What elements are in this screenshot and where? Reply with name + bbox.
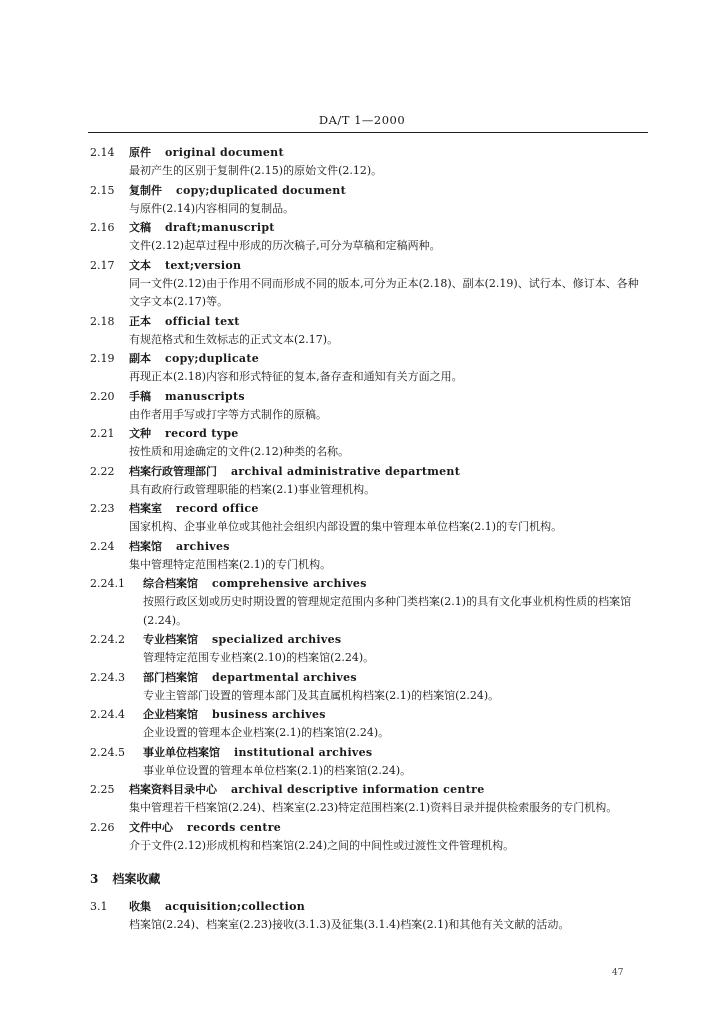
term-english: institutional archives [234, 745, 373, 759]
term-english: departmental archives [212, 670, 357, 684]
term-entry [0, 743, 724, 781]
term-number: 2.24.3 [90, 670, 125, 684]
term-heading [129, 256, 241, 275]
term-number: 2.14 [90, 146, 115, 159]
term-english: official text [165, 314, 240, 328]
term-entry [0, 574, 724, 630]
term-entry [0, 424, 724, 462]
term-number: 2.20 [90, 389, 115, 403]
term-heading [129, 218, 275, 237]
term-chinese: 档案馆 [129, 539, 162, 553]
term-english: copy;duplicate [165, 352, 260, 365]
term-chinese: 收集 [129, 900, 151, 913]
running-header: DA/T 1—2000 [318, 113, 406, 127]
term-chinese: 副本 [129, 352, 151, 365]
term-line [0, 499, 724, 518]
term-line [0, 818, 724, 837]
term-english: manuscripts [165, 389, 245, 403]
term-chinese: 档案室 [129, 502, 162, 515]
term-english: comprehensive archives [212, 577, 367, 590]
term-definition: 同一文件(2.12)由于作用不同而形成不同的版本,可分为正本(2.18)、副本(2.19)、试行本、修订本、各种文字文本(2.17)等。 [129, 276, 639, 308]
term-chinese: 原件 [129, 146, 151, 159]
term-heading [129, 499, 259, 518]
term-line [0, 705, 724, 724]
section-title: 档案收藏 [112, 872, 161, 886]
term-english: specialized archives [212, 633, 342, 646]
term-chinese: 部门档案馆 [143, 670, 198, 684]
term-number: 2.24 [90, 539, 115, 553]
term-line [0, 630, 724, 649]
term-definition: 国家机构、企事业单位或其他社会组织内部设置的集中管理本单位档案(2.1)的专门机构。 [129, 520, 563, 533]
term-number: 2.16 [90, 221, 115, 234]
term-number: 3.1 [90, 900, 108, 913]
term-definition: 档案馆(2.24)、档案室(2.23)接收(3.1.3)及征集(3.1.4)档案(2.1)和其他有关文献的活动。 [129, 918, 570, 931]
term-definition: 集中管理若干档案馆(2.24)、档案室(2.23)特定范围档案(2.1)资料目录并提供检索服务的专门机构。 [129, 801, 618, 814]
term-line [0, 743, 724, 762]
term-line [0, 312, 724, 331]
term-heading [129, 818, 281, 837]
term-list-2 [0, 897, 724, 935]
term-line [0, 349, 724, 368]
term-chinese: 企业档案馆 [143, 708, 198, 721]
term-definition: 具有政府行政管理职能的档案(2.1)事业管理机构。 [129, 482, 376, 496]
term-english: original document [165, 146, 284, 159]
term-entry [0, 256, 724, 312]
term-heading [143, 743, 372, 762]
term-list [0, 143, 724, 855]
term-english: business archives [212, 708, 326, 721]
term-heading [129, 897, 305, 916]
term-chinese: 档案资料目录中心 [129, 783, 217, 796]
term-entry [0, 818, 724, 856]
term-heading [143, 705, 326, 724]
term-chinese: 正本 [129, 314, 151, 328]
term-entry [0, 537, 724, 575]
header-rule [88, 132, 648, 133]
term-number: 2.25 [90, 783, 115, 796]
term-definition: 再现正本(2.18)内容和形式特征的复本,备存查和通知有关方面之用。 [129, 370, 463, 383]
term-chinese: 事业单位档案馆 [143, 745, 220, 759]
term-chinese: 综合档案馆 [143, 577, 198, 590]
term-line [0, 256, 724, 275]
term-line [0, 574, 724, 593]
term-line [0, 537, 724, 556]
term-english: record office [176, 502, 259, 515]
term-english: archives [176, 539, 230, 553]
term-heading [129, 349, 259, 368]
term-number: 2.24.5 [90, 745, 125, 759]
term-line [0, 143, 724, 162]
term-entry [0, 181, 724, 219]
term-english: record type [165, 427, 239, 440]
term-line [0, 424, 724, 443]
term-heading [143, 630, 341, 649]
term-english: acquisition;collection [165, 900, 306, 913]
term-entry [0, 705, 724, 743]
term-entry [0, 499, 724, 537]
term-definition: 事业单位设置的管理本单位档案(2.1)的档案馆(2.24)。 [143, 763, 412, 777]
term-english: text;version [165, 258, 242, 272]
term-definition: 由作者用手写或打字等方式制作的原稿。 [129, 407, 327, 421]
term-heading [143, 668, 357, 687]
term-definition: 集中管理特定范围档案(2.1)的专门机构。 [129, 557, 332, 571]
term-heading [129, 312, 240, 331]
term-number: 2.19 [90, 352, 115, 365]
term-definition: 最初产生的区别于复制件(2.15)的原始文件(2.12)。 [129, 164, 383, 177]
term-entry [0, 387, 724, 425]
term-number: 2.24.2 [90, 633, 125, 646]
term-definition: 企业设置的管理本企业档案(2.1)的档案馆(2.24)。 [143, 726, 390, 739]
term-entry [0, 349, 724, 387]
term-line [0, 462, 724, 481]
term-number: 2.22 [90, 464, 115, 478]
term-entry [0, 218, 724, 256]
term-entry [0, 462, 724, 500]
term-heading [129, 462, 460, 481]
term-heading [129, 424, 239, 443]
term-number: 2.21 [90, 427, 115, 440]
term-heading [129, 387, 245, 406]
term-definition: 介于文件(2.12)形成机构和档案馆(2.24)之间的中间性或过渡性文件管理机构。 [129, 838, 515, 852]
term-chinese: 复制件 [129, 183, 162, 197]
term-line [0, 780, 724, 799]
term-line [0, 218, 724, 237]
term-definition: 按照行政区划或历史时期设置的管理规定范围内多种门类档案(2.1)的具有文化事业机构性质的档案馆(2.24)。 [143, 595, 632, 627]
term-chinese: 文本 [129, 258, 151, 272]
term-number: 2.18 [90, 314, 115, 328]
term-entry [0, 143, 724, 181]
term-definition: 按性质和用途确定的文件(2.12)种类的名称。 [129, 445, 350, 458]
term-english: archival descriptive information centre [231, 783, 485, 796]
term-entry [0, 780, 724, 818]
document-body [0, 143, 724, 935]
section-heading [0, 861, 724, 897]
term-english: records centre [187, 820, 282, 834]
term-definition: 与原件(2.14)内容相同的复制品。 [129, 201, 295, 215]
term-definition: 专业主管部门设置的管理本部门及其直属机构档案(2.1)的档案馆(2.24)。 [143, 688, 500, 702]
term-english: draft;manuscript [165, 221, 275, 234]
term-number: 2.26 [90, 820, 115, 834]
term-chinese: 手稿 [129, 389, 151, 403]
term-number: 2.17 [90, 258, 115, 272]
term-heading [129, 143, 284, 162]
term-line [0, 181, 724, 200]
term-number: 2.24.4 [90, 708, 125, 721]
term-definition: 管理特定范围专业档案(2.10)的档案馆(2.24)。 [143, 651, 375, 664]
term-chinese: 专业档案馆 [143, 633, 198, 646]
section-number: 3 [90, 872, 99, 886]
term-entry [0, 312, 724, 350]
term-english: archival administrative department [231, 464, 461, 478]
term-heading [129, 780, 485, 799]
term-heading [129, 537, 230, 556]
term-entry [0, 668, 724, 706]
term-line [0, 897, 724, 916]
term-entry [0, 897, 724, 935]
term-line [0, 387, 724, 406]
term-line [0, 668, 724, 687]
term-chinese: 文件中心 [129, 820, 173, 834]
term-number: 2.24.1 [90, 577, 125, 590]
term-number: 2.15 [90, 183, 115, 197]
term-chinese: 文稿 [129, 221, 151, 234]
term-heading [129, 181, 346, 200]
term-chinese: 文种 [129, 427, 151, 440]
term-english: copy;duplicated document [176, 183, 346, 197]
term-definition: 有规范格式和生效标志的正式文本(2.17)。 [129, 332, 339, 346]
term-chinese: 档案行政管理部门 [129, 464, 217, 478]
term-heading [143, 574, 367, 593]
term-entry [0, 630, 724, 668]
term-number: 2.23 [90, 502, 115, 515]
term-definition: 文件(2.12)起草过程中形成的历次稿子,可分为草稿和定稿两种。 [129, 239, 441, 252]
page-number: 47 [612, 968, 624, 978]
